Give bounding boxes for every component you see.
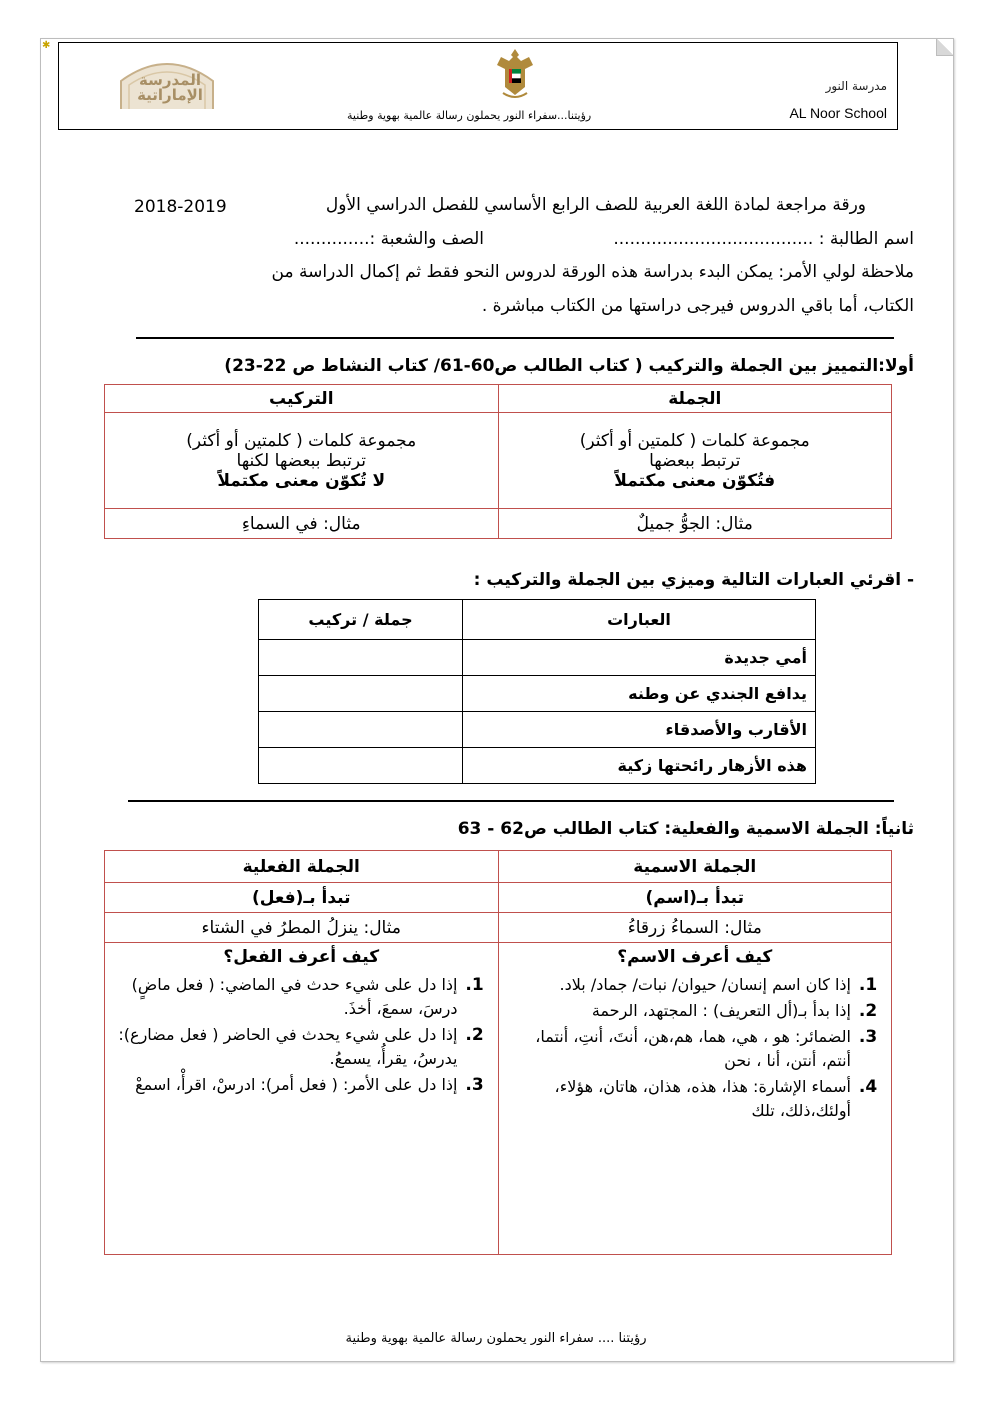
parent-note-line1: ملاحظة لولي الأمر: يمكن البدء بدراسة هذه الورقة لدروس النحو فقط ثم إكمال الدراسة من bbox=[271, 262, 914, 282]
worksheet-title: ورقة مراجعة لمادة اللغة العربية للصف الرابع الأساسي للفصل الدراسي الأول bbox=[325, 195, 866, 215]
answer-cell-4[interactable] bbox=[259, 748, 463, 784]
list-number: 2. bbox=[465, 1025, 484, 1045]
answer-cell-1[interactable] bbox=[259, 640, 463, 676]
tarkib-definition bbox=[105, 413, 499, 509]
list-text: إذا دل على الأمر: ( فعل أمر): ادرسْ، اقرأْ، اسمعْ bbox=[135, 1075, 458, 1094]
jumla-def-line2: ترتبط ببعضها bbox=[649, 450, 741, 471]
exercise-title: - اقرئي العبارات التالية وميزي بين الجملة والتركيب : bbox=[473, 570, 914, 590]
how-to-identify-verb bbox=[105, 943, 499, 1255]
header-phrases: العبارات bbox=[463, 600, 816, 640]
starts-with-verb: تبدأ بـ(فعل) bbox=[105, 883, 499, 913]
list-item bbox=[111, 1073, 492, 1097]
exercise-table bbox=[258, 599, 816, 784]
section1-title: أولا:التمييز بين الجملة والتركيب ( كتاب الطالب ص60-61/ كتاب النشاط ص 22-23) bbox=[224, 356, 914, 376]
noun-points-list bbox=[505, 973, 886, 1123]
list-text: إذا دل على شيء حدث في الماضي: ( فعل ماضٍ) درسَ، سمعَ، أخذَ. bbox=[131, 975, 458, 1018]
list-text: الضمائر: هو ، هي، هما، هم،هن، أنتَ، أنتِ، أنتما، أنتم، أنتن، أنا ، نحن bbox=[535, 1027, 851, 1070]
answer-cell-3[interactable] bbox=[259, 712, 463, 748]
list-number: 3. bbox=[465, 1075, 484, 1095]
vision-slogan: رؤيتنا...سفراء النور يحملون رسالة عالمية بهوية وطنية bbox=[347, 109, 592, 122]
academic-year: 2018-2019 bbox=[134, 197, 227, 217]
header-nominal: الجملة الاسمية bbox=[498, 851, 892, 883]
jumla-def-line1: مجموعة كلمات ( كلمتين أو أكثر) bbox=[579, 430, 810, 451]
section2-title: ثانياً: الجملة الاسمية والفعلية: كتاب الطالب ص62 - 63 bbox=[457, 819, 914, 839]
student-name-field: اسم الطالبة : ..................................... bbox=[613, 229, 914, 249]
list-number: 1. bbox=[858, 975, 878, 995]
page-fold-corner bbox=[936, 39, 953, 56]
phrase-2: يدافع الجندي عن وطنه bbox=[463, 676, 816, 712]
phrase-1: أمي جديدة bbox=[463, 640, 816, 676]
letterhead bbox=[58, 42, 898, 130]
logo-text bbox=[125, 73, 215, 103]
list-item bbox=[505, 999, 886, 1023]
logo-text-line2: الإماراتية bbox=[137, 86, 203, 104]
jumla-example: مثال: الجوُّ جميلٌ bbox=[498, 509, 892, 539]
list-number: 4. bbox=[858, 1077, 878, 1097]
class-section-field: الصف والشعبة :.............. bbox=[293, 229, 484, 249]
list-number: 1. bbox=[465, 975, 484, 995]
how-noun-title: كيف أعرف الاسم؟ bbox=[617, 947, 773, 967]
answer-cell-2[interactable] bbox=[259, 676, 463, 712]
divider bbox=[128, 800, 894, 802]
tarkib-def-line2: ترتبط ببعضها لكنها bbox=[236, 450, 366, 471]
tarkib-def-line1: مجموعة كلمات ( كلمتين أو أكثر) bbox=[186, 430, 417, 451]
how-verb-title: كيف أعرف الفعل؟ bbox=[223, 947, 380, 967]
verbal-example: مثال: ينزلُ المطرُ في الشتاء bbox=[105, 913, 499, 943]
starts-with-noun: تبدأ بـ(اسم) bbox=[498, 883, 892, 913]
jumla-tarkib-table bbox=[104, 384, 892, 539]
list-item bbox=[111, 973, 492, 1021]
header-verbal: الجملة الفعلية bbox=[105, 851, 499, 883]
list-item bbox=[505, 973, 886, 997]
list-text: أسماء الإشارة: هذا، هذه، هذان، هاتان، هؤلاء، أولئك،ذلك، تلك bbox=[554, 1077, 851, 1120]
nominal-verbal-table bbox=[104, 850, 892, 1255]
how-to-identify-noun bbox=[498, 943, 892, 1255]
parent-note-line2: الكتاب، أما باقي الدروس فيرجى دراستها من الكتاب مباشرة . bbox=[481, 296, 914, 316]
tarkib-example: مثال: في السماءِ bbox=[105, 509, 499, 539]
list-text: إذا دل على شيء يحدث في الحاضر ( فعل مضارع): يدرسُ، يقرأُ، يسمعُ. bbox=[118, 1025, 458, 1068]
divider bbox=[136, 337, 894, 339]
nominal-example: مثال: السماءُ زرقاءُ bbox=[498, 913, 892, 943]
pin-icon: ✱ bbox=[42, 40, 51, 51]
header-answer: جملة / تركيب bbox=[259, 600, 463, 640]
logo-text-line1: المدرسة bbox=[139, 71, 201, 89]
header-jumla: الجملة bbox=[498, 385, 892, 413]
jumla-def-line3: فتُكوّن معنى مكتملاً bbox=[614, 470, 776, 491]
list-item bbox=[111, 1023, 492, 1071]
verb-points-list bbox=[111, 973, 492, 1097]
uae-emblem-icon bbox=[495, 47, 535, 101]
jumla-definition bbox=[498, 413, 892, 509]
school-name-arabic: مدرسة النور bbox=[825, 79, 887, 93]
school-name-english: AL Noor School bbox=[789, 105, 887, 121]
phrase-4: هذه الأزهار رائحتها زكية bbox=[463, 748, 816, 784]
list-number: 2. bbox=[858, 1001, 878, 1021]
list-item bbox=[505, 1025, 886, 1073]
list-item bbox=[505, 1075, 886, 1123]
header-tarkib: التركيب bbox=[105, 385, 499, 413]
list-text: إذا كان اسم إنسان/ حيوان/ نبات/ جماد/ بلاد. bbox=[559, 975, 851, 994]
tarkib-def-line3: لا تُكوّن معنى مكتملاً bbox=[217, 470, 386, 491]
phrase-3: الأقارب والأصدقاء bbox=[463, 712, 816, 748]
list-number: 3. bbox=[858, 1027, 878, 1047]
list-text: إذا بدأ بـ(أل التعريف) : المجتهد، الرحمة bbox=[591, 1001, 851, 1020]
footer-vision: رؤيتنا .... سفراء النور يحملون رسالة عالمية بهوية وطنية bbox=[345, 1331, 647, 1346]
